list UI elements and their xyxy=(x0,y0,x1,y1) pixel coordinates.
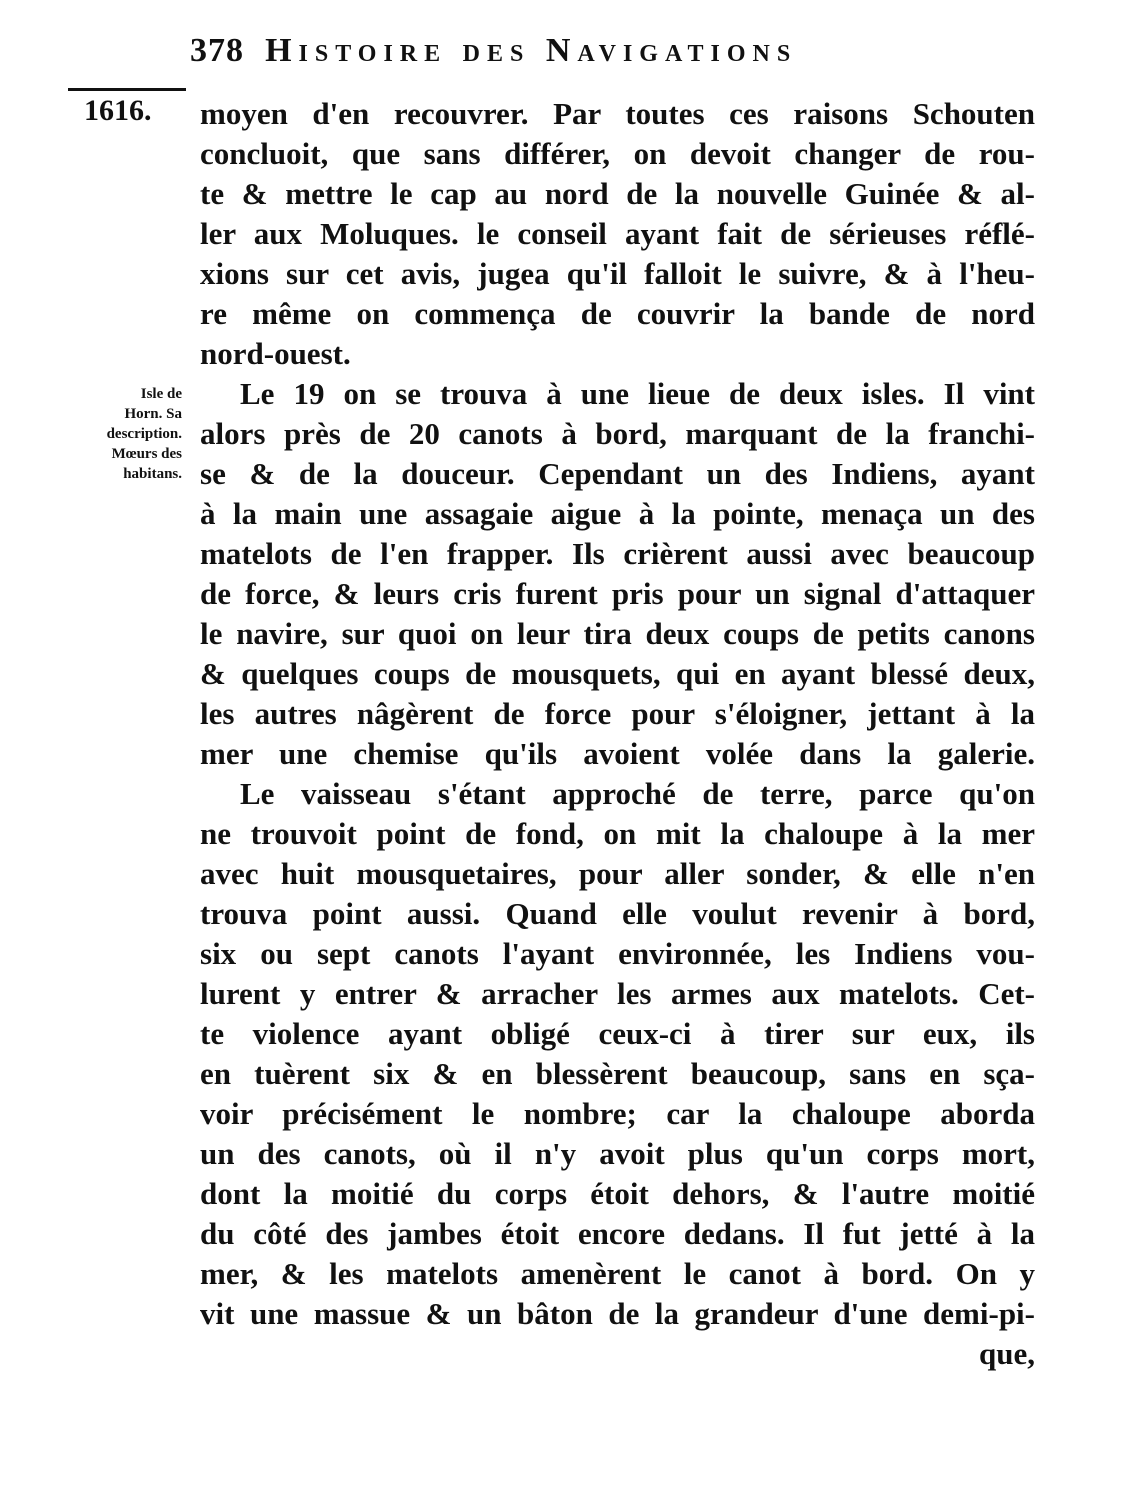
sidenote-line: habitans. xyxy=(123,466,182,482)
page-number: 378 xyxy=(190,32,244,69)
catchword: que, xyxy=(979,1336,1035,1371)
text-line: re même on commença de couvrir la bande de nord xyxy=(200,296,1035,331)
text-line: avec huit mousquetaires, pour aller sonder, & elle n'en xyxy=(200,856,1035,891)
sidenote-line: Mœurs des xyxy=(111,446,182,462)
text-line: nord-ouest. xyxy=(200,336,351,371)
text-line: matelots de l'en frapper. Ils crièrent aussi avec beaucoup xyxy=(200,536,1035,571)
text-line: Le vaisseau s'étant approché de terre, parce qu'on xyxy=(240,776,1035,811)
margin-sidenote xyxy=(62,384,182,484)
text-line: & quelques coups de mousquets, qui en ayant blessé deux, xyxy=(200,656,1035,691)
margin-year: 1616. xyxy=(84,94,152,127)
text-line: Le 19 on se trouva à une lieue de deux isles. Il vint xyxy=(240,376,1035,411)
text-line: ler aux Moluques. le conseil ayant fait de sérieuses réflé- xyxy=(200,216,1035,251)
text-line: te violence ayant obligé ceux-ci à tirer sur eux, ils xyxy=(200,1016,1035,1051)
paragraph-3 xyxy=(200,774,1035,1334)
text-line: alors près de 20 canots à bord, marquant de la franchi- xyxy=(200,416,1035,451)
text-line: moyen d'en recouvrer. Par toutes ces raisons Schouten xyxy=(200,96,1035,131)
text-line: six ou sept canots l'ayant environnée, les Indiens vou- xyxy=(200,936,1035,971)
page-header xyxy=(190,32,930,82)
text-line: se & de la douceur. Cependant un des Indiens, ayant xyxy=(200,456,1035,491)
text-line: lurent y entrer & arracher les armes aux matelots. Cet- xyxy=(200,976,1035,1011)
body-text xyxy=(200,94,1035,1374)
text-line: trouva point aussi. Quand elle voulut revenir à bord, xyxy=(200,896,1035,931)
text-line: un des canots, où il n'y avoit plus qu'un corps mort, xyxy=(200,1136,1035,1171)
text-line: en tuèrent six & en blessèrent beaucoup, sans en sça- xyxy=(200,1056,1035,1091)
text-line: du côté des jambes étoit encore dedans. Il fut jetté à la xyxy=(200,1216,1035,1251)
running-title: Histoire des Navigations xyxy=(265,32,798,69)
text-line: les autres nâgèrent de force pour s'éloigner, jettant à la xyxy=(200,696,1035,731)
text-line: mer, & les matelots amenèrent le canot à bord. On y xyxy=(200,1256,1035,1291)
text-line: ne trouvoit point de fond, on mit la chaloupe à la mer xyxy=(200,816,1035,851)
text-line: de force, & leurs cris furent pris pour un signal d'attaquer xyxy=(200,576,1035,611)
sidenote-line: Isle de xyxy=(140,386,182,402)
text-line: te & mettre le cap au nord de la nouvelle Guinée & al- xyxy=(200,176,1035,211)
text-line: xions sur cet avis, jugea qu'il falloit le suivre, & à l'heu- xyxy=(200,256,1035,291)
text-line: dont la moitié du corps étoit dehors, & l'autre moitié xyxy=(200,1176,1035,1211)
text-line: vit une massue & un bâton de la grandeur d'une demi-pi- xyxy=(200,1296,1035,1331)
text-line: à la main une assagaie aigue à la pointe, menaça un des xyxy=(200,496,1035,531)
header-rule xyxy=(68,88,186,91)
text-line: mer une chemise qu'ils avoient volée dans la galerie. xyxy=(200,736,1035,771)
text-line: concluoit, que sans différer, on devoit changer de rou- xyxy=(200,136,1035,171)
text-line: voir précisément le nombre; car la chaloupe aborda xyxy=(200,1096,1035,1131)
paragraph-1 xyxy=(200,94,1035,374)
sidenote-line: description. xyxy=(106,426,182,442)
text-line: le navire, sur quoi on leur tira deux coups de petits canons xyxy=(200,616,1035,651)
paragraph-2 xyxy=(200,374,1035,774)
sidenote-line: Horn. Sa xyxy=(124,406,182,422)
